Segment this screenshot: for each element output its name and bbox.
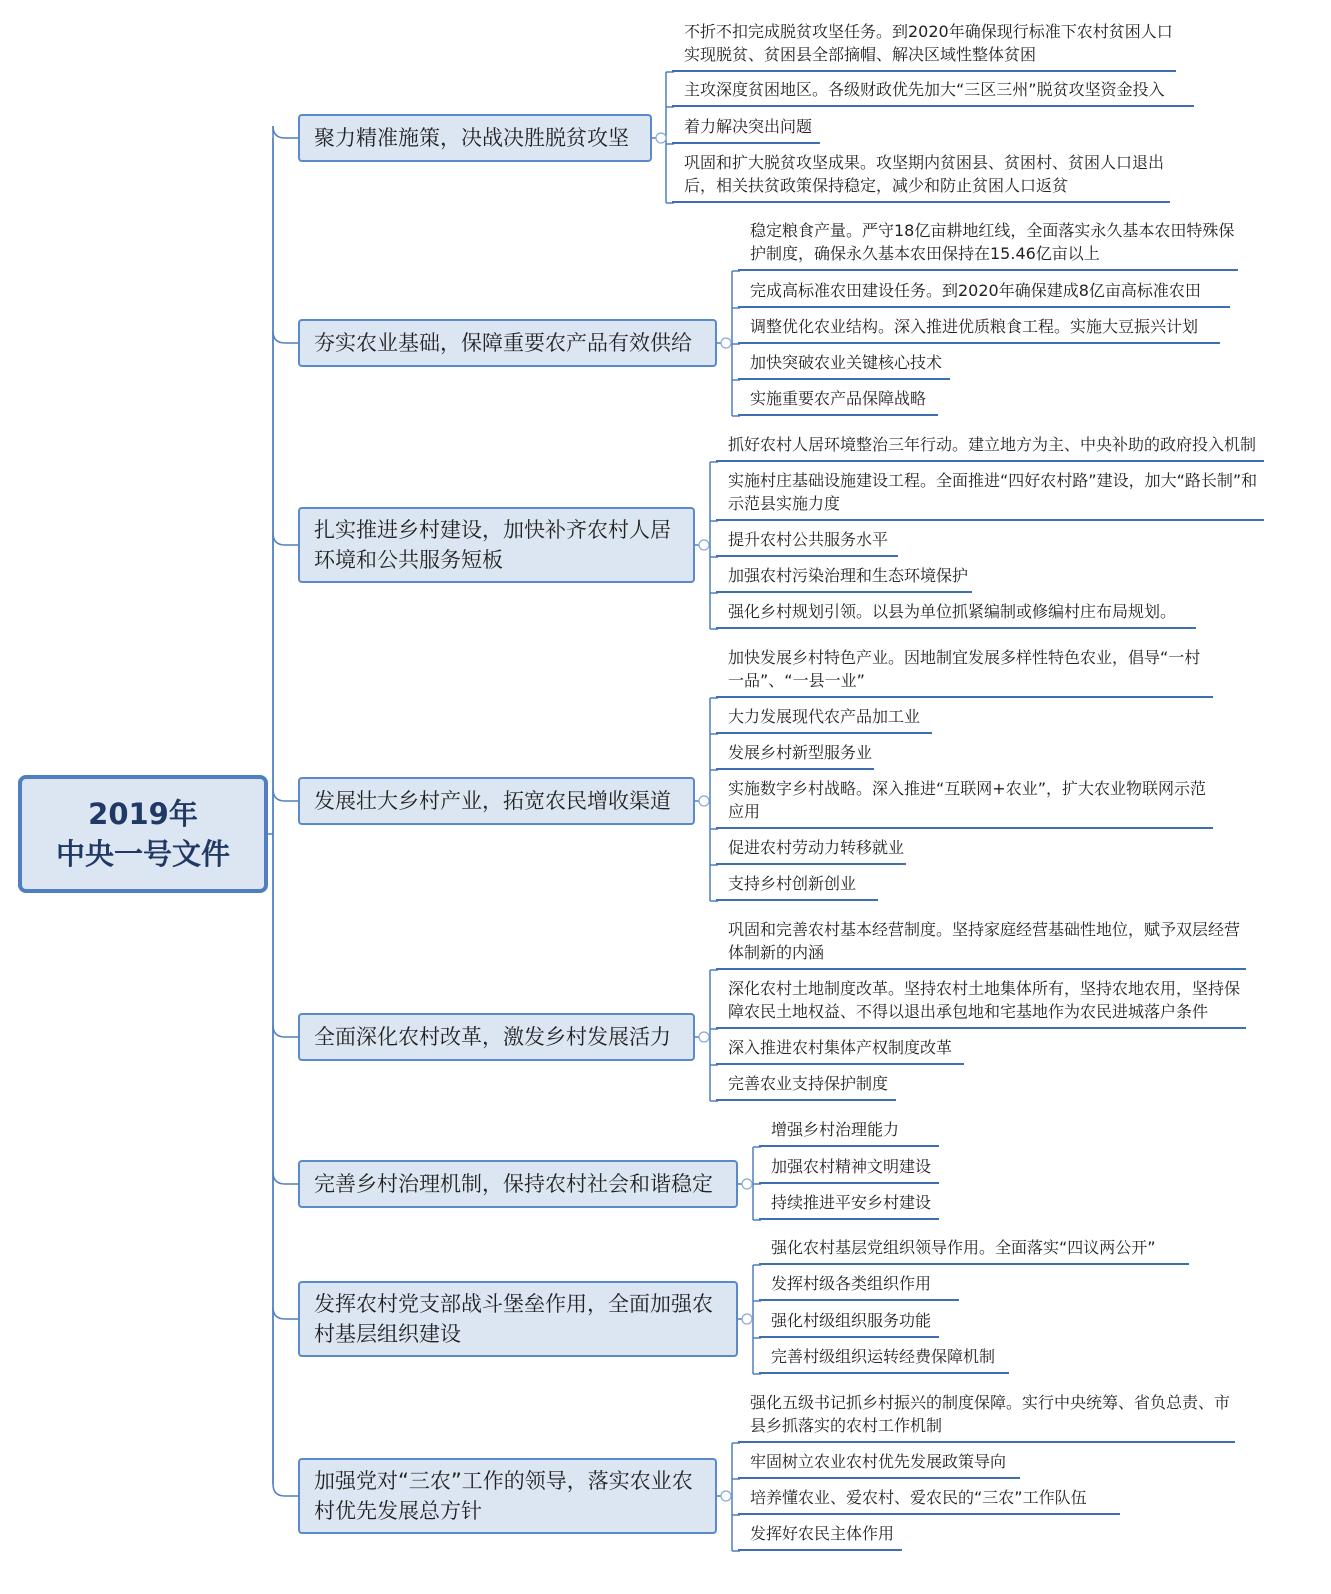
- branch-label: 发挥农村党支部战斗堡垒作用，全面加强农村基层组织建设: [314, 1292, 713, 1346]
- leaf-item[interactable]: 抓好农村人居环境整治三年行动。建立地方为主、中央补助的政府投入机制: [716, 433, 1264, 462]
- leaf-item[interactable]: 调整优化农业结构。深入推进优质粮食工程。实施大豆振兴计划: [738, 315, 1220, 344]
- branch-node[interactable]: [298, 1013, 695, 1061]
- leaf-item[interactable]: 培养懂农业、爱农村、爱农民的“三农”工作队伍: [738, 1486, 1120, 1515]
- leaf-item[interactable]: 深入推进农村集体产权制度改革: [716, 1036, 964, 1065]
- leaf-item[interactable]: 增强乡村治理能力: [759, 1118, 939, 1147]
- branch-connector: [273, 126, 298, 138]
- leaf-item[interactable]: 发展乡村新型服务业: [716, 741, 874, 770]
- leaf-item[interactable]: 深化农村土地制度改革。坚持农村土地集体所有，坚持农地农用，坚持保障农民土地权益、不得以退出承包地和宅基地作为农民进城落户条件: [716, 977, 1246, 1029]
- branch-node[interactable]: [298, 319, 717, 367]
- leaf-item[interactable]: 巩固和扩大脱贫攻坚成果。攻坚期内贫困县、贫困村、贫困人口退出后，相关扶贫政策保持稳定，减少和防止贫困人口返贫: [672, 151, 1170, 203]
- branch-label: 加强党对“三农”工作的领导，落实农业农村优先发展总方针: [314, 1469, 693, 1523]
- leaf-item[interactable]: 实施重要农产品保障战略: [738, 387, 938, 416]
- leaf-item[interactable]: 支持乡村创新创业: [716, 872, 878, 901]
- collapse-toggle-icon[interactable]: [742, 1314, 752, 1324]
- root-title-line2: 中央一号文件: [55, 837, 230, 871]
- leaf-item[interactable]: 加快发展乡村特色产业。因地制宜发展多样性特色农业，倡导“一村一品”、“一县一业”: [716, 646, 1213, 698]
- leaf-item[interactable]: 强化村级组织服务功能: [759, 1309, 939, 1338]
- collapse-toggle-icon[interactable]: [656, 133, 666, 143]
- collapse-toggle-icon[interactable]: [742, 1179, 752, 1189]
- collapse-toggle-icon[interactable]: [721, 338, 731, 348]
- branch-connector: [273, 1307, 298, 1319]
- branch-connector: [273, 789, 298, 801]
- leaf-item[interactable]: 大力发展现代农产品加工业: [716, 705, 932, 734]
- collapse-toggle-icon[interactable]: [721, 1491, 731, 1501]
- root-node[interactable]: [18, 775, 268, 893]
- leaf-item[interactable]: 强化乡村规划引领。以县为单位抓紧编制或修编村庄布局规划。: [716, 600, 1196, 629]
- collapse-toggle-icon[interactable]: [699, 796, 709, 806]
- leaf-item[interactable]: 发挥村级各类组织作用: [759, 1272, 959, 1301]
- leaf-item[interactable]: 加强农村污染治理和生态环境保护: [716, 564, 972, 593]
- branch-node[interactable]: [298, 777, 695, 825]
- branch-node[interactable]: [298, 507, 695, 583]
- branch-node[interactable]: [298, 1160, 738, 1208]
- leaf-item[interactable]: 持续推进平安乡村建设: [759, 1191, 939, 1220]
- root-title-line1: 2019年: [88, 797, 198, 831]
- branch-connector: [273, 1025, 298, 1037]
- collapse-toggle-icon[interactable]: [699, 1032, 709, 1042]
- branch-connector: [273, 533, 298, 545]
- leaf-item[interactable]: 主攻深度贫困地区。各级财政优先加大“三区三州”脱贫攻坚资金投入: [672, 78, 1194, 107]
- leaf-item[interactable]: 提升农村公共服务水平: [716, 528, 898, 557]
- leaf-item[interactable]: 完善村级组织运转经费保障机制: [759, 1345, 1009, 1374]
- leaf-item[interactable]: 完成高标准农田建设任务。到2020年确保建成8亿亩高标准农田: [738, 279, 1230, 308]
- leaf-item[interactable]: 实施村庄基础设施建设工程。全面推进“四好农村路”建设，加大“路长制”和示范县实施力度: [716, 469, 1264, 521]
- branch-connector: [273, 331, 298, 343]
- leaf-item[interactable]: 巩固和完善农村基本经营制度。坚持家庭经营基础性地位，赋予双层经营体制新的内涵: [716, 918, 1246, 970]
- branch-label: 全面深化农村改革，激发乡村发展活力: [314, 1025, 671, 1049]
- branch-label: 发展壮大乡村产业，拓宽农民增收渠道: [314, 789, 671, 813]
- branch-connector: [273, 1484, 298, 1496]
- leaf-item[interactable]: 实施数字乡村战略。深入推进“互联网+农业”，扩大农业物联网示范应用: [716, 777, 1213, 829]
- leaf-item[interactable]: 加强农村精神文明建设: [759, 1155, 939, 1184]
- branch-node[interactable]: [298, 114, 652, 162]
- leaf-item[interactable]: 牢固树立农业农村优先发展政策导向: [738, 1450, 1020, 1479]
- leaf-item[interactable]: 强化五级书记抓乡村振兴的制度保障。实行中央统筹、省负总责、市县乡抓落实的农村工作机制: [738, 1391, 1235, 1443]
- leaf-item[interactable]: 强化农村基层党组织领导作用。全面落实“四议两公开”: [759, 1236, 1189, 1265]
- branch-label: 扎实推进乡村建设，加快补齐农村人居环境和公共服务短板: [314, 518, 671, 572]
- leaf-item[interactable]: 不折不扣完成脱贫攻坚任务。到2020年确保现行标准下农村贫困人口实现脱贫、贫困县全部摘帽、解决区域性整体贫困: [672, 20, 1176, 72]
- branch-connector: [273, 1172, 298, 1184]
- branch-label: 聚力精准施策，决战决胜脱贫攻坚: [314, 126, 629, 150]
- branch-label: 完善乡村治理机制，保持农村社会和谐稳定: [314, 1172, 713, 1196]
- leaf-item[interactable]: 加快突破农业关键核心技术: [738, 351, 950, 380]
- branch-label: 夯实农业基础，保障重要农产品有效供给: [314, 331, 692, 355]
- leaf-item[interactable]: 发挥好农民主体作用: [738, 1522, 902, 1551]
- leaf-item[interactable]: 着力解决突出问题: [672, 115, 820, 144]
- branch-node[interactable]: [298, 1458, 717, 1534]
- branch-node[interactable]: [298, 1281, 738, 1357]
- leaf-item[interactable]: 促进农村劳动力转移就业: [716, 836, 906, 865]
- leaf-item[interactable]: 完善农业支持保护制度: [716, 1072, 896, 1101]
- collapse-toggle-icon[interactable]: [699, 540, 709, 550]
- leaf-item[interactable]: 稳定粮食产量。严守18亿亩耕地红线，全面落实永久基本农田特殊保护制度，确保永久基本农田保持在15.46亿亩以上: [738, 219, 1238, 271]
